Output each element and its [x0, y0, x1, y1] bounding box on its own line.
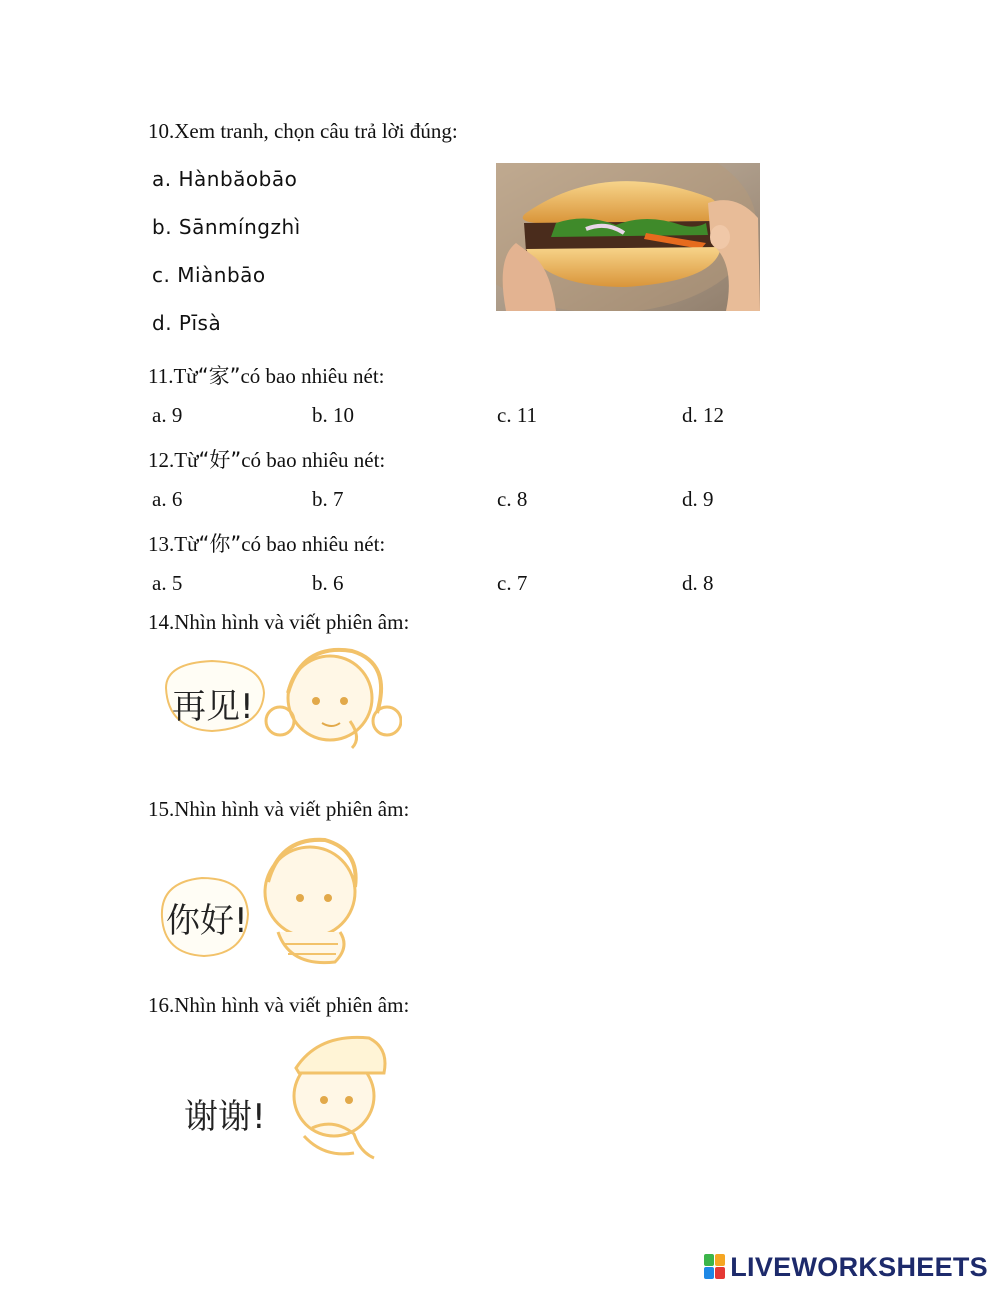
q13-character: “你”: [198, 532, 242, 556]
q13-prompt-pre: 13.Từ: [148, 532, 199, 556]
q16-bubble-text: 谢谢!: [184, 1097, 266, 1137]
q12-prompt-post: có bao nhiêu nét:: [241, 448, 386, 472]
q10-option-c[interactable]: c. Miànbāo: [152, 263, 266, 287]
q11-option-d[interactable]: d. 12: [682, 403, 724, 427]
question-13-prompt: [148, 528, 385, 558]
q12-option-d[interactable]: d. 9: [682, 487, 714, 511]
q12-option-a[interactable]: a. 6: [152, 487, 183, 511]
q10-option-b[interactable]: b. Sānmíngzhì: [152, 215, 301, 239]
q12-prompt-pre: 12.Từ: [148, 448, 199, 472]
liveworksheets-logo-text: LIVEWORKSHEETS: [730, 1251, 988, 1282]
question-15-prompt: 15.Nhìn hình và viết phiên âm:: [148, 797, 410, 821]
q13-option-d[interactable]: d. 8: [682, 571, 714, 595]
q11-option-a[interactable]: a. 9: [152, 403, 183, 427]
question-14-prompt: 14.Nhìn hình và viết phiên âm:: [148, 610, 410, 634]
q15-boy-illustration: [160, 832, 400, 967]
q14-bubble-text: 再见!: [172, 687, 254, 727]
q12-option-c[interactable]: c. 8: [497, 487, 528, 511]
q11-option-b[interactable]: b. 10: [312, 403, 354, 427]
liveworksheets-logo: [704, 1250, 988, 1284]
q11-prompt-pre: 11.Từ: [148, 364, 198, 388]
q11-option-c[interactable]: c. 11: [497, 403, 538, 427]
q10-option-a[interactable]: a. Hànbăobāo: [152, 167, 298, 191]
q11-prompt-post: có bao nhiêu nét:: [240, 364, 385, 388]
q13-prompt-post: có bao nhiêu nét:: [241, 532, 386, 556]
q12-option-b[interactable]: b. 7: [312, 487, 344, 511]
q15-bubble-text: 你好!: [166, 901, 248, 941]
q16-boy-cap-illustration: [184, 1028, 424, 1163]
question-12-prompt: [148, 444, 385, 474]
q13-option-b[interactable]: b. 6: [312, 571, 344, 595]
question-16-prompt: 16.Nhìn hình và viết phiên âm:: [148, 993, 410, 1017]
q10-option-d[interactable]: d. Pīsà: [152, 311, 222, 335]
q12-character: “好”: [198, 448, 242, 472]
liveworksheets-logo-icon: [704, 1254, 726, 1280]
q13-option-c[interactable]: c. 7: [497, 571, 528, 595]
q14-girl-illustration: [162, 643, 402, 753]
sandwich-image: [496, 163, 760, 311]
q13-option-a[interactable]: a. 5: [152, 571, 183, 595]
q11-character: “家”: [197, 364, 241, 388]
question-11-prompt: [148, 360, 385, 390]
question-10-prompt: 10.Xem tranh, chọn câu trả lời đúng:: [148, 119, 458, 143]
